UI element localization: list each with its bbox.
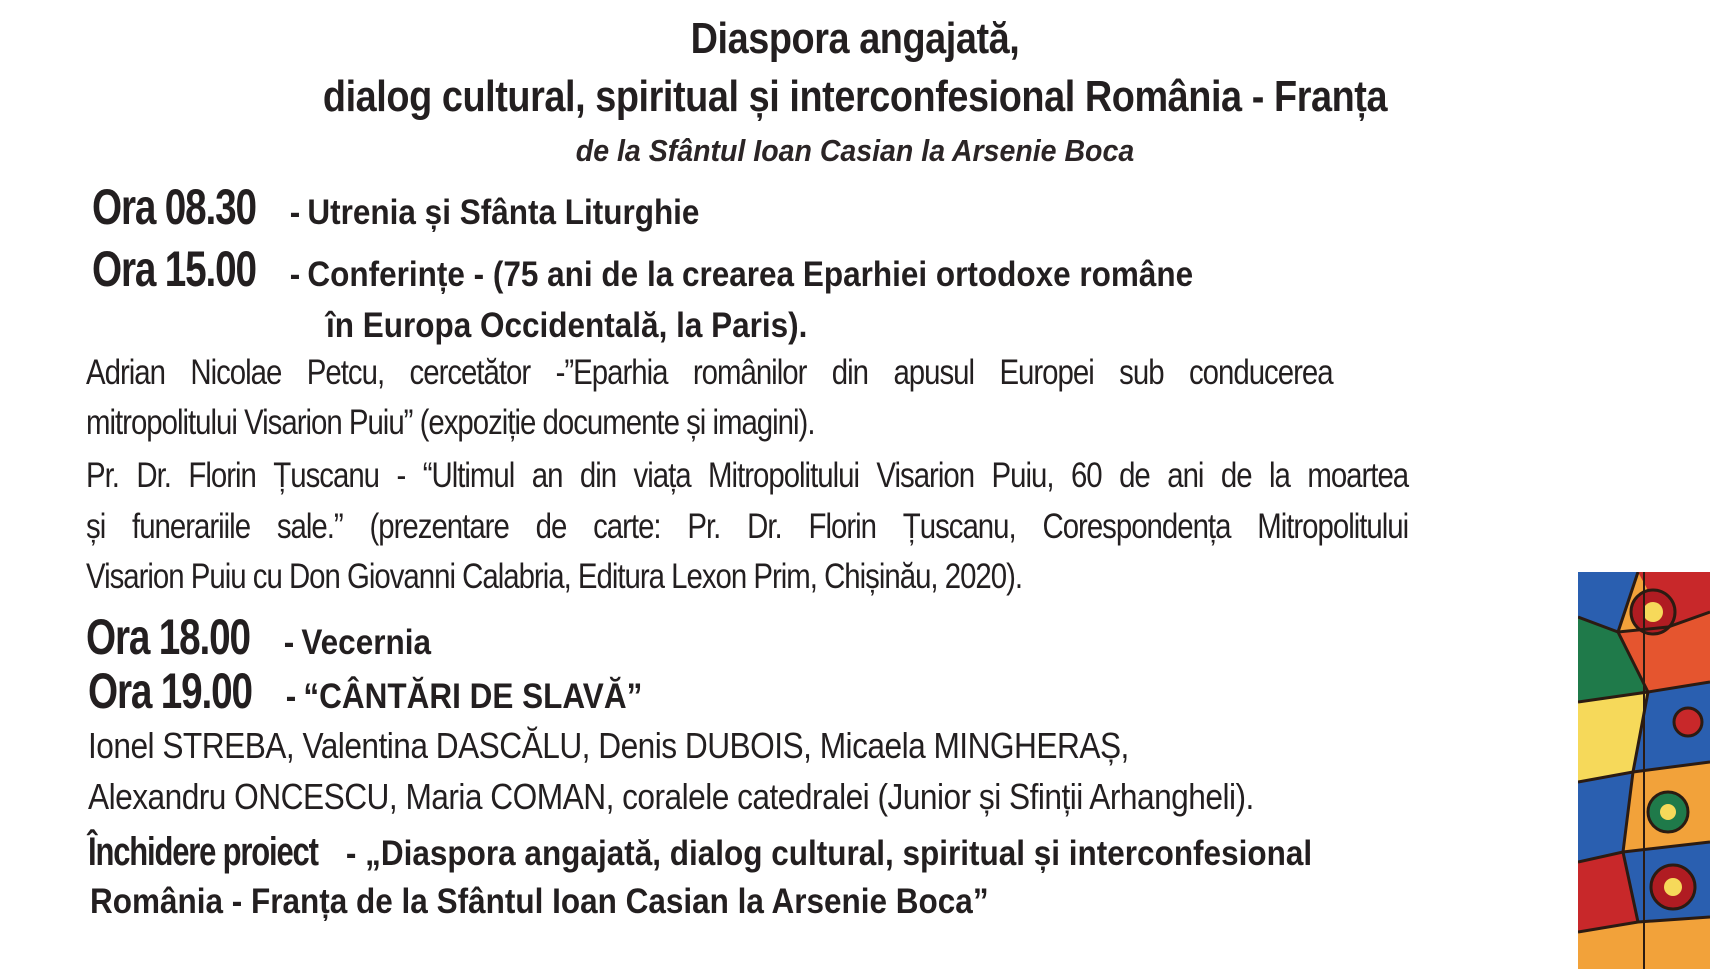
separator: - — [289, 255, 301, 294]
time-label: Ora 19.00 — [88, 663, 252, 719]
project-closing-line-2: România - Franța de la Sfântul Ioan Casian la Arsenie Boca” — [90, 882, 989, 921]
closing-label: Închidere proiect — [88, 830, 318, 874]
program-item-1500-continued — [326, 306, 807, 346]
talk-1-line-1: Adrian Nicolae Petcu, cercetător -”Eparhia românilor din apusul Europei sub conducerea — [86, 353, 1333, 392]
program-item-text: în Europa Occidentală, la Paris). — [326, 306, 808, 345]
time-label: Ora 15.00 — [92, 241, 256, 297]
program-item-1800 — [86, 608, 431, 666]
page-subtitle: de la Sfântul Ioan Casian la Arsenie Boca — [575, 133, 1135, 168]
program-item-1900 — [88, 662, 642, 720]
project-closing-line-1 — [88, 830, 1312, 875]
time-label: Ora 08.30 — [92, 179, 256, 235]
performers-line-2: Alexandru ONCESCU, Maria COMAN, coralele catedralei (Junior și Sfinții Arhangheli). — [88, 776, 1254, 817]
program-item-text: Vecernia — [301, 623, 431, 662]
page-title-line-1: Diaspora angajată, — [690, 14, 1020, 63]
separator: - — [285, 677, 297, 716]
stained-glass-image — [1578, 572, 1710, 969]
talk-1-line-2: mitropolitului Visarion Puiu” (expoziție documente și imagini). — [86, 403, 815, 442]
page-title-line-2: dialog cultural, spiritual și interconfesional România - Franța — [322, 72, 1388, 121]
talk-2-line-2: și funerariile sale.” (prezentare de carte: Pr. Dr. Florin Țuscanu, Corespondența Mitropolitului — [86, 507, 1409, 546]
separator: - — [283, 623, 295, 662]
talk-2-line-1: Pr. Dr. Florin Țuscanu - “Ultimul an din viața Mitropolitului Visarion Puiu, 60 de ani de la moartea — [86, 456, 1409, 495]
closing-text: - „Diaspora angajată, dialog cultural, spiritual și interconfesional — [337, 834, 1313, 873]
talk-2-line-3: Visarion Puiu cu Don Giovanni Calabria, Editura Lexon Prim, Chișinău, 2020). — [86, 557, 1023, 596]
program-item-text: Utrenia și Sfânta Liturghie — [307, 193, 700, 232]
program-item-text: “CÂNTĂRI DE SLAVĂ” — [303, 677, 643, 716]
performers-line-1: Ionel STREBA, Valentina DASCĂLU, Denis DUBOIS, Micaela MINGHERAȘ, — [88, 725, 1129, 766]
program-item-text: Conferințe - (75 ani de la crearea Eparhiei ortodoxe române — [307, 255, 1194, 294]
program-item-0830 — [92, 178, 699, 236]
program-item-1500 — [92, 240, 1193, 298]
time-label: Ora 18.00 — [86, 609, 250, 665]
separator: - — [289, 193, 301, 232]
